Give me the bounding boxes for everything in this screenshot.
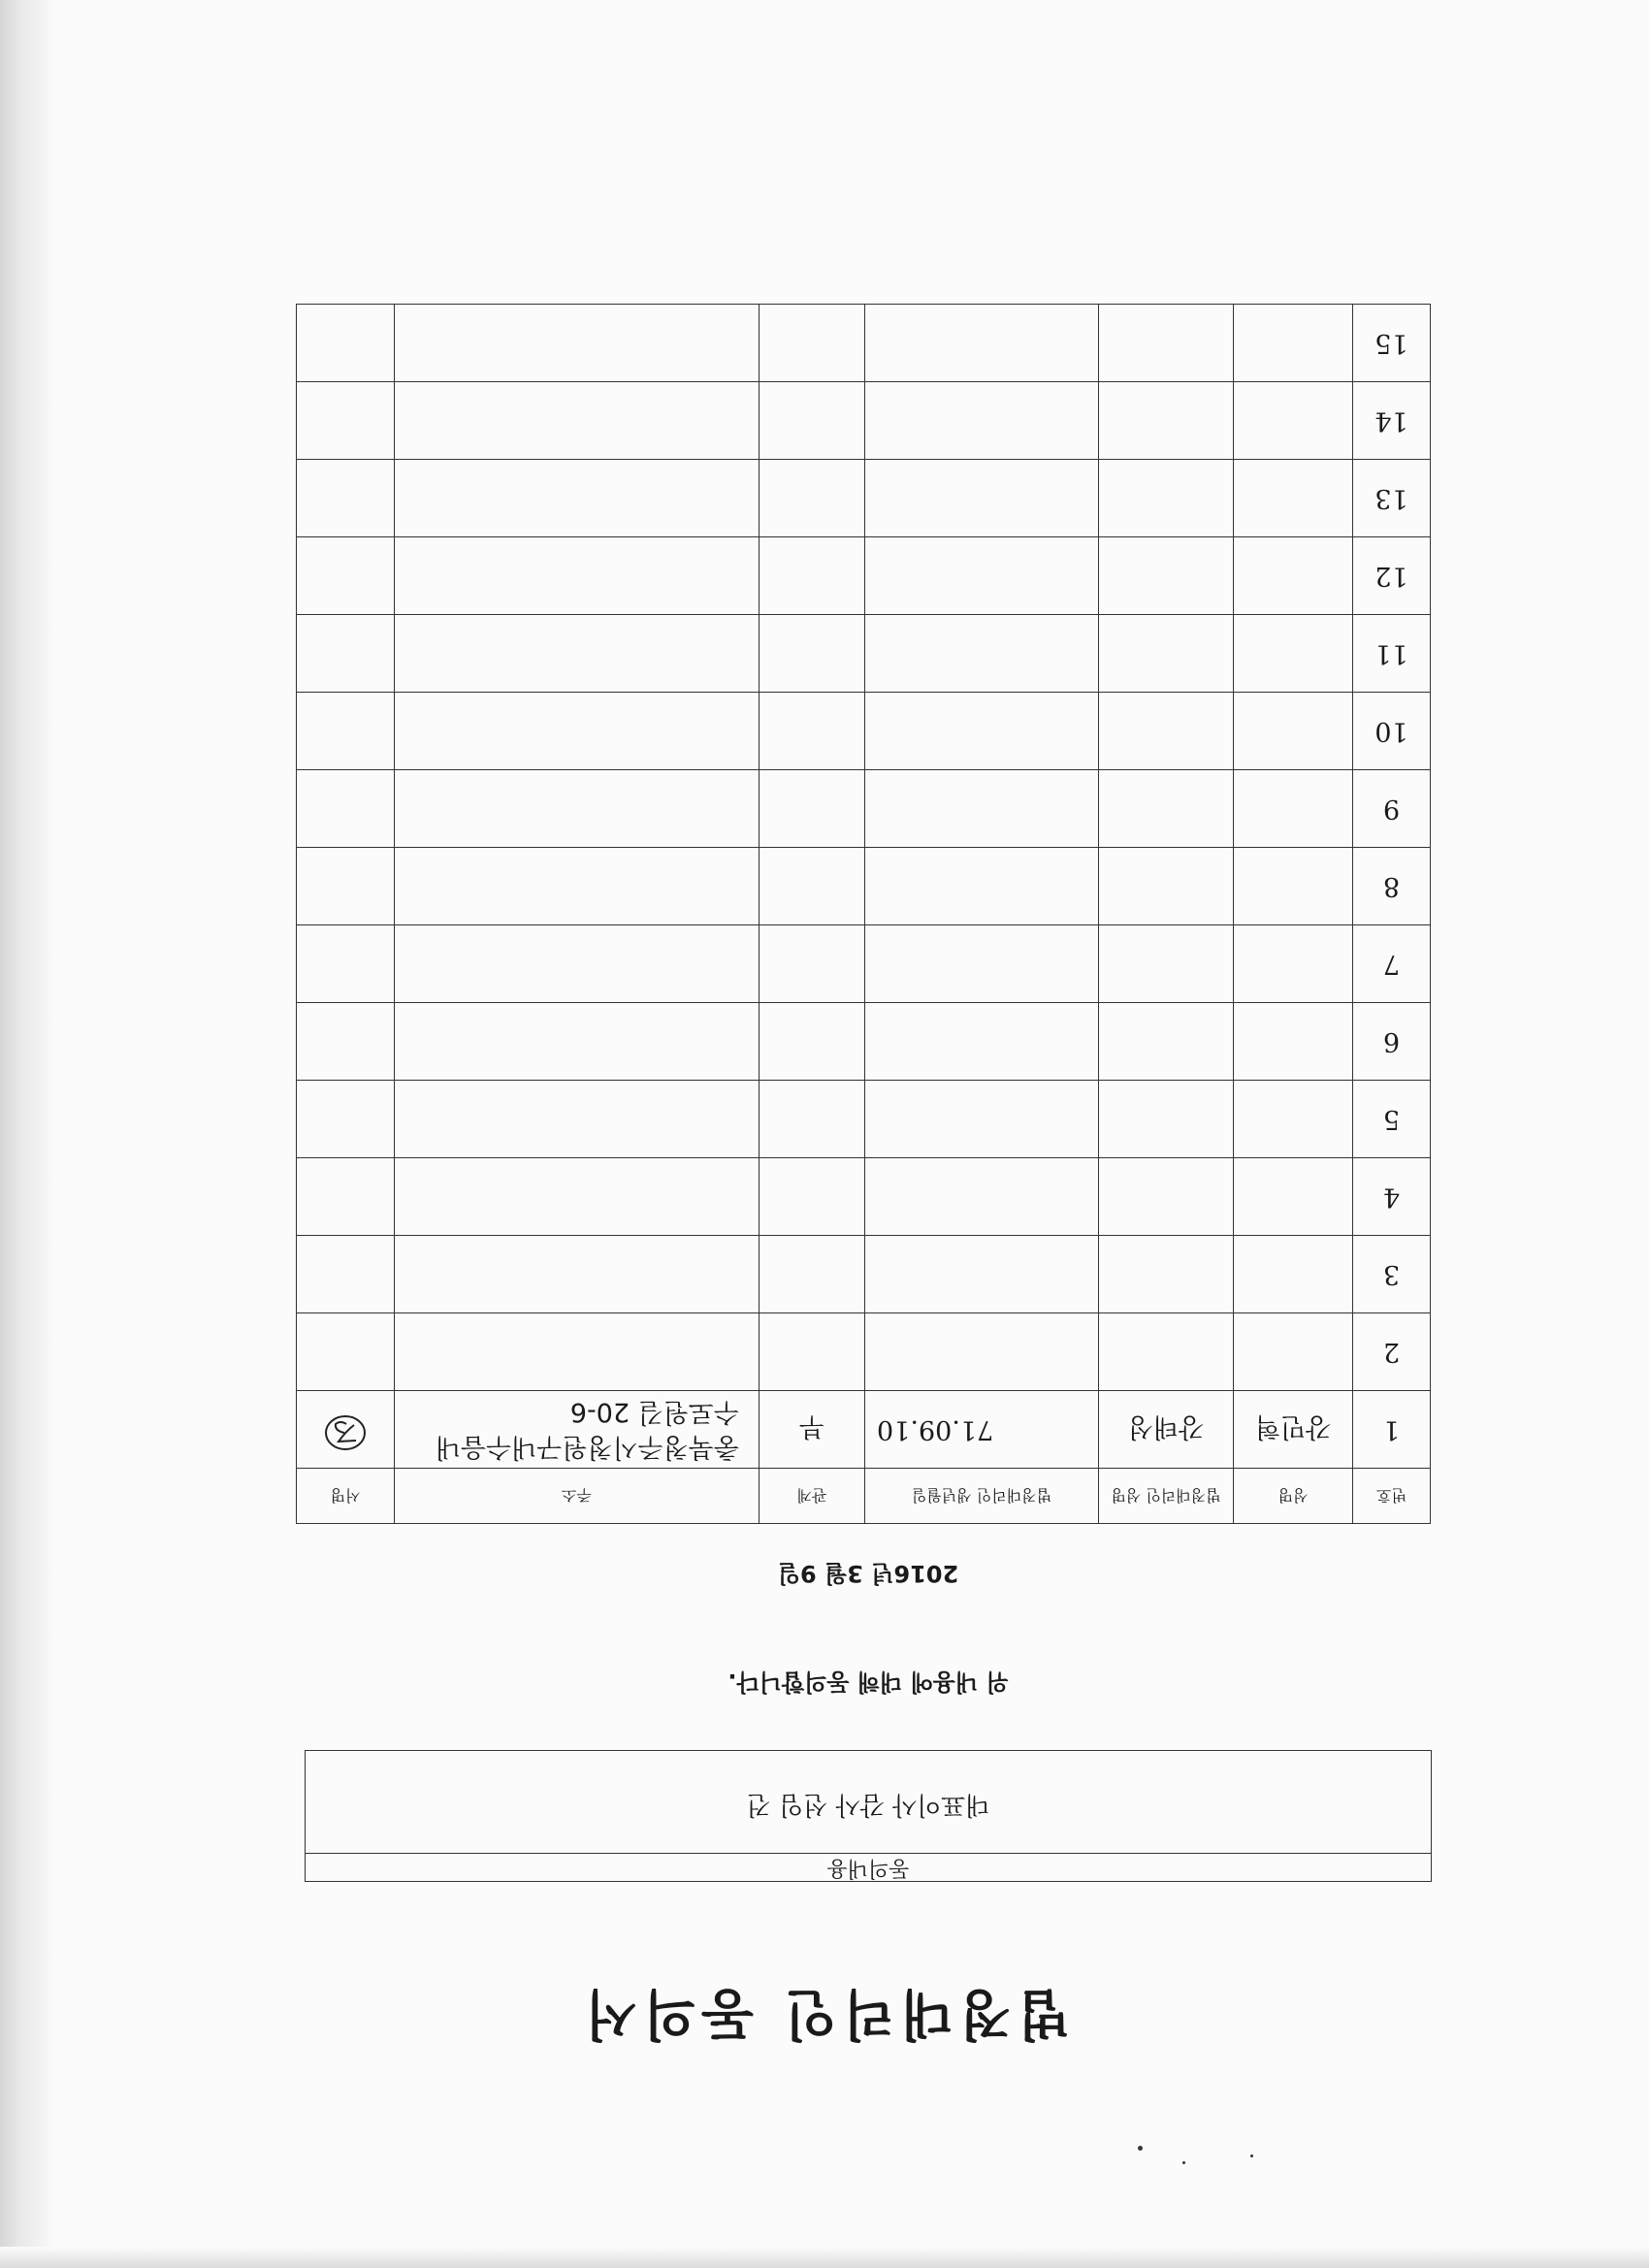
row-signature (297, 925, 395, 1003)
consent-box (305, 1750, 1432, 1882)
document-title: 법정대리인 동의서 (578, 1982, 1071, 2046)
row-agent-birth (865, 693, 1099, 770)
row-agent-name (1099, 1081, 1234, 1158)
row-agent-name (1099, 537, 1234, 615)
row-address (395, 770, 760, 848)
row-signature (297, 770, 395, 848)
row-relation (760, 693, 865, 770)
row-signature (297, 1003, 395, 1081)
row-relation (760, 615, 865, 693)
table-row (297, 1391, 1431, 1469)
row-signature (297, 693, 395, 770)
row-number: 1 (1353, 1391, 1431, 1469)
row-agent-name (1099, 1003, 1234, 1081)
row-agent-birth (865, 1158, 1099, 1236)
row-relation (760, 1313, 865, 1391)
scan-speck (1138, 2146, 1143, 2151)
header-address: 주소 (395, 1469, 760, 1524)
row-address (395, 848, 760, 925)
row-number: 4 (1353, 1158, 1431, 1236)
header-name: 성명 (1234, 1469, 1353, 1524)
row-agent-name (1099, 460, 1234, 537)
table-row (297, 305, 1431, 382)
row-signature (297, 1158, 395, 1236)
row-agent-birth (865, 382, 1099, 460)
row-agent-birth (865, 848, 1099, 925)
row-name (1234, 537, 1353, 615)
row-agent-name (1099, 1236, 1234, 1313)
row-name (1234, 305, 1353, 382)
row-agent-name (1099, 305, 1234, 382)
table-body (297, 305, 1431, 1469)
row-address (395, 925, 760, 1003)
row-address-line1: 충북청주시청원구내수읍내 (436, 1432, 739, 1463)
row-name (1234, 693, 1353, 770)
row-agent-birth (865, 1081, 1099, 1158)
document-date: 2016년 3월 9일 (777, 1560, 959, 1587)
table-row (297, 1081, 1431, 1158)
row-agent-name (1099, 693, 1234, 770)
table-row (297, 770, 1431, 848)
row-address (395, 460, 760, 537)
row-name (1234, 1003, 1353, 1081)
agreement-sentence: 위 내용에 대해 동의합니다. (728, 1669, 1009, 1696)
row-agent-birth (865, 615, 1099, 693)
table-row (297, 460, 1431, 537)
row-agent-name (1099, 1313, 1234, 1391)
row-agent-birth (865, 1236, 1099, 1313)
row-address-line2: 수로원길 20-6 (569, 1397, 739, 1428)
consent-header: 동의내용 (306, 1853, 1431, 1881)
row-agent-name (1099, 925, 1234, 1003)
row-agent-name (1099, 1158, 1234, 1236)
row-address (395, 1003, 760, 1081)
table-row (297, 1158, 1431, 1236)
row-relation (760, 1236, 865, 1313)
row-signature (297, 848, 395, 925)
row-name (1234, 848, 1353, 925)
row-signature (297, 1236, 395, 1313)
row-number: 6 (1353, 1003, 1431, 1081)
row-signature (297, 460, 395, 537)
row-address (395, 1081, 760, 1158)
row-name: 강민혁 (1234, 1391, 1353, 1469)
row-number: 11 (1353, 615, 1431, 693)
row-relation (760, 460, 865, 537)
row-agent-birth (865, 770, 1099, 848)
header-agent-birth: 법정대리인 생년월일 (865, 1469, 1099, 1524)
row-relation (760, 382, 865, 460)
row-number: 5 (1353, 1081, 1431, 1158)
row-name (1234, 382, 1353, 460)
row-name (1234, 1236, 1353, 1313)
row-signature (297, 537, 395, 615)
row-agent-birth (865, 460, 1099, 537)
row-agent-name (1099, 615, 1234, 693)
row-number: 14 (1353, 382, 1431, 460)
row-relation (760, 925, 865, 1003)
row-number: 8 (1353, 848, 1431, 925)
row-agent-name: 강태성 (1099, 1391, 1234, 1469)
row-agent-name (1099, 382, 1234, 460)
row-agent-name (1099, 848, 1234, 925)
scan-speck (1182, 2161, 1185, 2164)
row-name (1234, 770, 1353, 848)
row-signature (297, 1081, 395, 1158)
row-number: 10 (1353, 693, 1431, 770)
row-agent-birth (865, 925, 1099, 1003)
table-row (297, 848, 1431, 925)
row-relation (760, 305, 865, 382)
row-address (395, 1313, 760, 1391)
row-agent-birth (865, 305, 1099, 382)
row-agent-birth (865, 1313, 1099, 1391)
row-relation (760, 1003, 865, 1081)
row-address (395, 1158, 760, 1236)
table-row (297, 925, 1431, 1003)
row-name (1234, 1313, 1353, 1391)
row-number: 2 (1353, 1313, 1431, 1391)
table-row (297, 1313, 1431, 1391)
scan-speck (1250, 2155, 1253, 2157)
row-signature (297, 1313, 395, 1391)
row-address (395, 693, 760, 770)
row-relation (760, 1158, 865, 1236)
table-row (297, 1003, 1431, 1081)
table-header-row (297, 1469, 1431, 1524)
guardian-consent-table (296, 304, 1431, 1524)
row-signature (297, 615, 395, 693)
handwritten-signature-icon (323, 1411, 368, 1454)
row-number: 3 (1353, 1236, 1431, 1313)
row-agent-name (1099, 770, 1234, 848)
row-relation (760, 537, 865, 615)
row-name (1234, 460, 1353, 537)
row-number: 12 (1353, 537, 1431, 615)
row-signature (297, 1391, 395, 1469)
table-row (297, 382, 1431, 460)
row-number: 9 (1353, 770, 1431, 848)
row-agent-birth (865, 1003, 1099, 1081)
row-signature (297, 382, 395, 460)
row-address (395, 537, 760, 615)
header-signature: 서명 (297, 1469, 395, 1524)
row-relation (760, 1081, 865, 1158)
row-name (1234, 925, 1353, 1003)
row-signature (297, 305, 395, 382)
table-row (297, 615, 1431, 693)
row-relation (760, 848, 865, 925)
table-row (297, 693, 1431, 770)
row-name (1234, 615, 1353, 693)
row-number: 13 (1353, 460, 1431, 537)
header-relation: 관계 (760, 1469, 865, 1524)
row-address (395, 382, 760, 460)
row-address (395, 305, 760, 382)
row-address (395, 615, 760, 693)
row-number: 15 (1353, 305, 1431, 382)
header-no: 번호 (1353, 1469, 1431, 1524)
header-agent-name: 법정대리인 성명 (1099, 1469, 1234, 1524)
table-row (297, 537, 1431, 615)
consent-body: 대표이사 감사 선임 건 (746, 1790, 990, 1819)
row-address (395, 1236, 760, 1313)
row-number: 7 (1353, 925, 1431, 1003)
table-row (297, 1236, 1431, 1313)
row-name (1234, 1081, 1353, 1158)
row-agent-birth (865, 537, 1099, 615)
row-relation: 부 (760, 1391, 865, 1469)
row-address (395, 1391, 760, 1469)
row-relation (760, 770, 865, 848)
row-name (1234, 1158, 1353, 1236)
row-agent-birth: 71.09.10 (865, 1391, 1099, 1469)
